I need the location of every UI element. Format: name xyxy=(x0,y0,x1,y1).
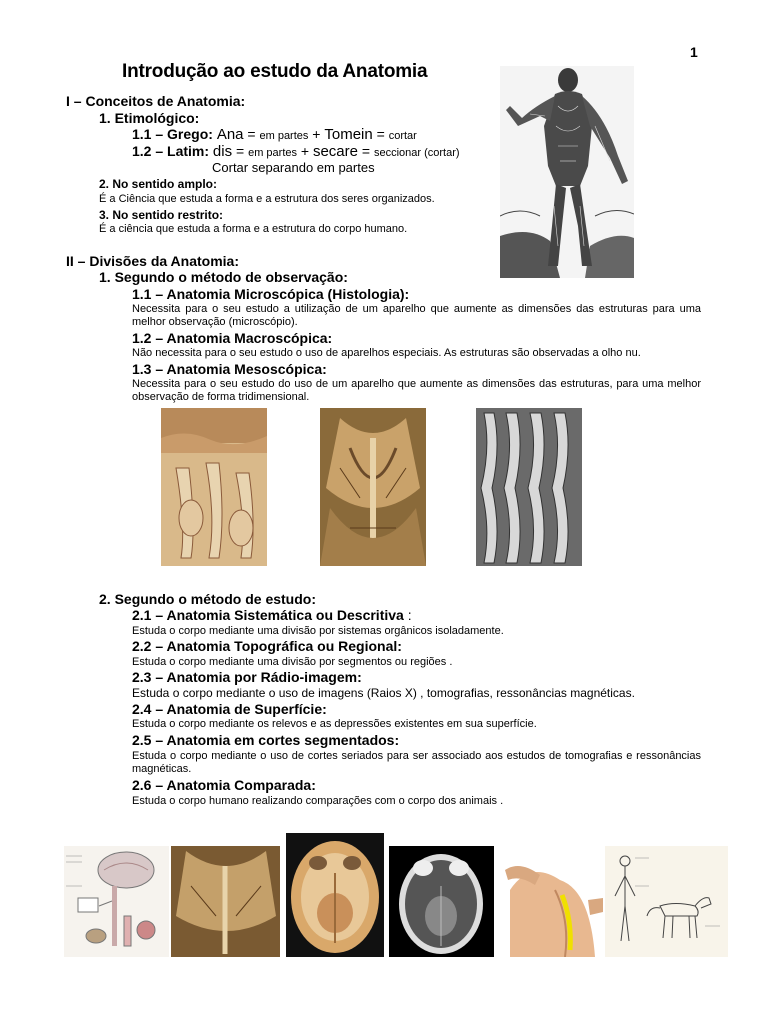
grego-number: 1.1 – Grego: xyxy=(132,126,213,142)
meso-heading: 1.3 – Anatomia Mesoscópica: xyxy=(132,361,327,377)
etimologico-heading: 1. Etimológico: xyxy=(99,110,200,126)
muscle-man-illustration xyxy=(500,66,634,278)
latim-word1: dis xyxy=(212,143,233,160)
item-2-2-text: Estuda o corpo mediante uma divisão por segmentos ou regiões . xyxy=(132,656,453,668)
surface-anatomy-photo xyxy=(500,840,603,957)
latim-plus: + xyxy=(297,143,313,159)
item-2-5-text: Estuda o corpo mediante o uso de cortes seriados para ser associado aos estudos de tomografias e ressonâncias magnéticas. xyxy=(132,750,701,775)
item-2-1-suffix: : xyxy=(403,607,412,623)
amplo-text: É a Ciência que estuda a forma e a estrutura dos seres organizados. xyxy=(99,193,435,205)
histology-photo xyxy=(161,408,267,566)
macro-text: Não necessita para o seu estudo o uso de aparelhos especiais. As estruturas são observadas a olho nu. xyxy=(132,347,641,359)
macro-heading: 1.2 – Anatomia Macroscópica: xyxy=(132,330,333,346)
grego-meaning1: em partes xyxy=(259,130,309,142)
item-2-1-title: 2.1 – Anatomia Sistemática ou Descritiva xyxy=(132,607,404,623)
item-2-6-heading: 2.6 – Anatomia Comparada: xyxy=(132,777,316,793)
latim-note: Cortar separando em partes xyxy=(212,160,375,175)
grego-meaning2: cortar xyxy=(388,130,417,142)
page-title: Introdução ao estudo da Anatomia xyxy=(122,61,428,82)
section2-heading: II – Divisões da Anatomia: xyxy=(66,253,239,269)
observacao-heading: 1. Segundo o método de observação: xyxy=(99,269,348,285)
grego-word1: Ana xyxy=(216,126,244,143)
dissection-photo xyxy=(320,408,426,566)
latim-eq1: = xyxy=(232,143,249,159)
restrito-heading: 3. No sentido restrito: xyxy=(99,208,224,222)
item-2-1-heading xyxy=(132,607,412,623)
item-2-2-heading: 2.2 – Anatomia Topográfica ou Regional: xyxy=(132,638,402,654)
latim-meaning2: seccionar (cortar) xyxy=(373,147,460,159)
section1-heading: I – Conceitos de Anatomia: xyxy=(66,93,246,109)
cross-section-photo xyxy=(286,833,384,957)
latim-meaning1: em partes xyxy=(248,147,297,159)
restrito-text: É a ciência que estuda a forma e a estrutura do corpo humano. xyxy=(99,223,408,235)
item-2-4-heading: 2.4 – Anatomia de Superfície: xyxy=(132,701,327,717)
item-2-3-heading: 2.3 – Anatomia por Rádio-imagem: xyxy=(132,669,362,685)
latim-number: 1.2 – Latim: xyxy=(132,143,210,159)
grego-plus: + xyxy=(308,126,325,142)
micro-text: Necessita para o seu estudo a utilização de um aparelho que aumente as dimensões das estruturas para uma melhor observação (microscópio). xyxy=(132,303,701,328)
item-2-5-heading: 2.5 – Anatomia em cortes segmentados: xyxy=(132,732,400,748)
grego-line xyxy=(132,126,417,143)
grego-eq1: = xyxy=(243,126,260,142)
amplo-heading: 2. No sentido amplo: xyxy=(99,177,218,191)
latim-word2: secare xyxy=(312,143,358,160)
sem-microscopy-photo xyxy=(476,408,582,566)
item-2-4-text: Estuda o corpo mediante os relevos e as depressões existentes em sua superfície. xyxy=(132,718,537,730)
grego-eq2: = xyxy=(372,126,389,142)
latim-eq2: = xyxy=(358,143,374,159)
item-2-1-text: Estuda o corpo mediante uma divisão por sistemas orgânicos isoladamente. xyxy=(132,625,504,637)
ct-scan-image xyxy=(389,846,494,957)
micro-heading: 1.1 – Anatomia Microscópica (Histologia): xyxy=(132,286,410,302)
topographic-dissection-photo xyxy=(171,846,280,957)
nervous-system-diagram xyxy=(64,846,169,957)
item-2-3-text: Estuda o corpo mediante o uso de imagens (Raios X) , tomografias, ressonâncias magnéticas. xyxy=(132,686,635,700)
page-number: 1 xyxy=(690,44,698,60)
comparative-anatomy-drawing xyxy=(605,846,728,957)
estudo-heading: 2. Segundo o método de estudo: xyxy=(99,591,316,607)
meso-text: Necessita para o seu estudo do uso de um aparelho que aumente as dimensões das estruturas, para uma melhor observação de forma tridimensional. xyxy=(132,378,701,403)
latim-line xyxy=(132,143,460,160)
item-2-6-text: Estuda o corpo humano realizando comparações com o corpo dos animais . xyxy=(132,795,504,807)
grego-word2: Tomein xyxy=(324,126,373,143)
